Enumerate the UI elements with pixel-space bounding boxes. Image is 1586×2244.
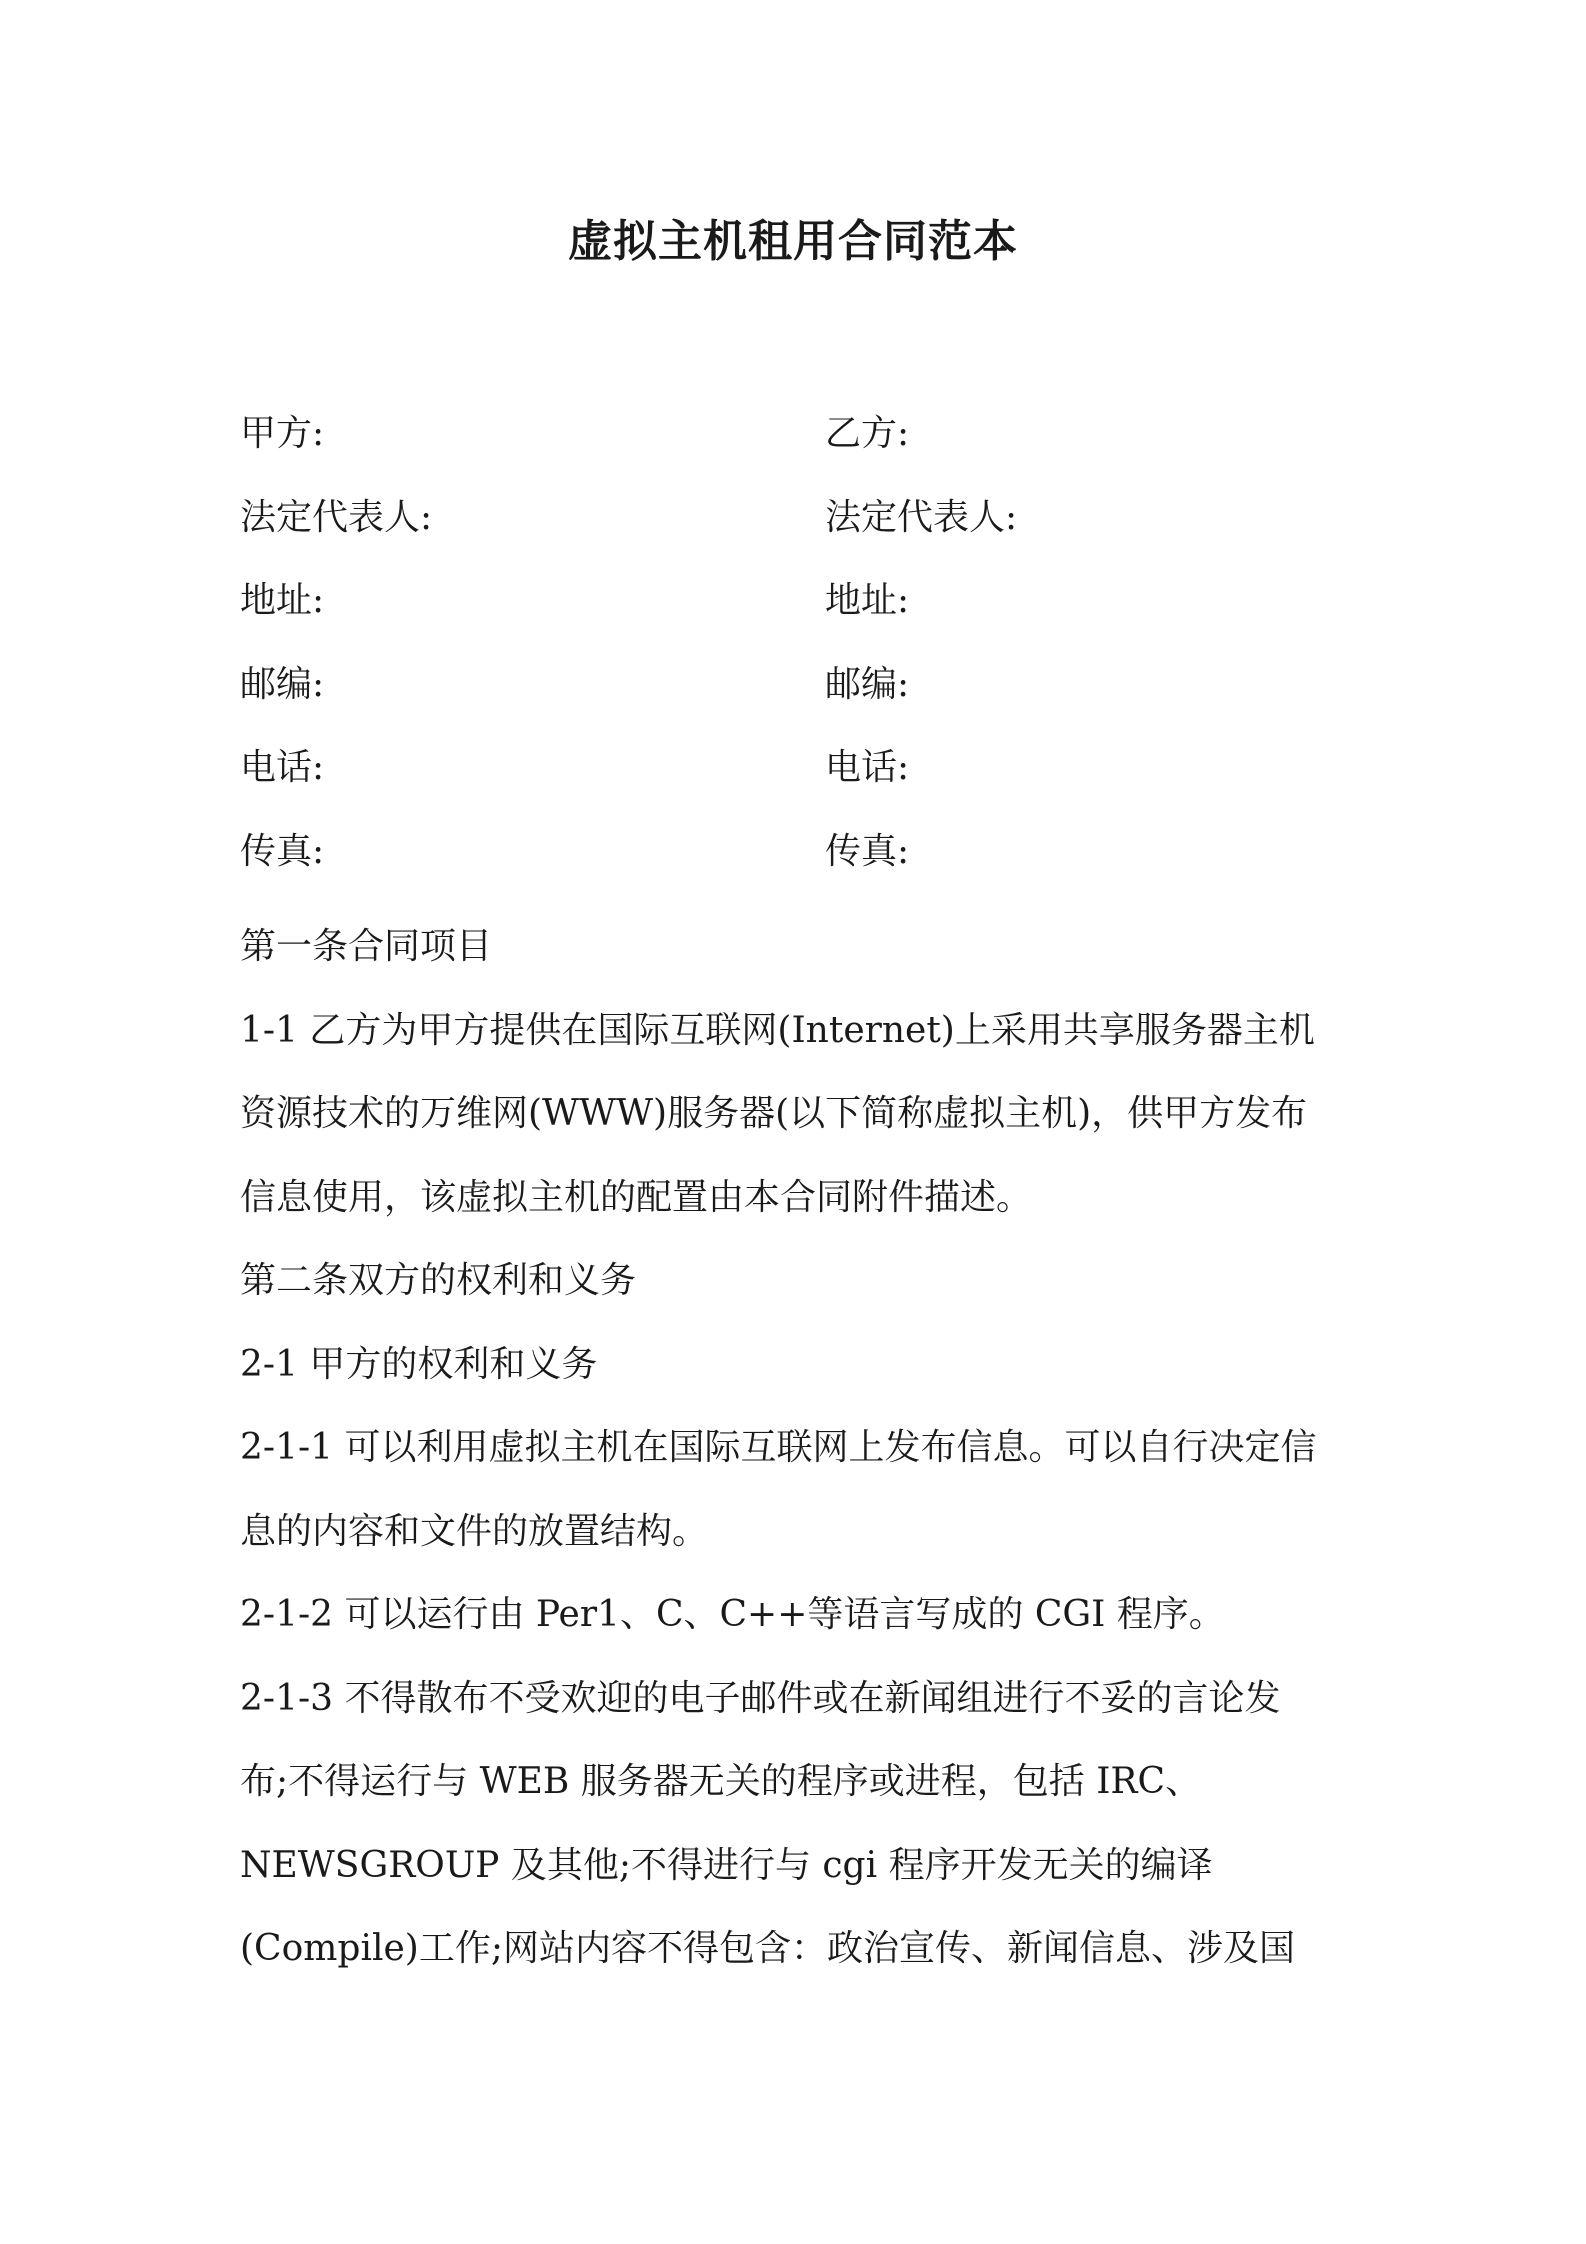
clause-2-1-3-line-2: 布;不得运行与 WEB 服务器无关的程序或进程，包括 IRC、 — [240, 1761, 1202, 1802]
party-a-label: 甲方: — [240, 413, 325, 454]
clause-2-1-3-line-3: NEWSGROUP 及其他;不得进行与 cgi 程序开发无关的编译 — [240, 1844, 1213, 1886]
party-row-fax — [240, 822, 1360, 906]
clause-2-1-3-line-4: (Compile)工作;网站内容不得包含：政治宣传、新闻信息、涉及国 — [240, 1928, 1295, 1969]
party-b-legal-rep-label: 法定代表人: — [825, 496, 1018, 538]
party-b-postcode-label: 邮编: — [825, 663, 910, 705]
article-2-heading: 第二条双方的权利和义务 — [240, 1260, 637, 1301]
party-a-fax-label: 传真: — [240, 830, 325, 872]
party-b-address-label: 地址: — [825, 580, 910, 621]
party-b-label: 乙方: — [825, 413, 910, 454]
party-a-postcode-label: 邮编: — [240, 663, 325, 705]
party-b-phone-label: 电话: — [825, 747, 910, 788]
article-1-heading: 第一条合同项目 — [240, 926, 493, 967]
clause-2-1-1-line-1: 2-1-1 可以利用虚拟主机在国际互联网上发布信息。可以自行决定信 — [240, 1427, 1317, 1468]
document-title: 虚拟主机租用合同范本 — [568, 216, 1018, 267]
party-row-legal-rep — [240, 488, 1360, 572]
party-info-grid — [240, 404, 1360, 905]
party-a-legal-rep-label: 法定代表人: — [240, 496, 433, 538]
contract-body — [240, 905, 1360, 1991]
party-row-address — [240, 571, 1360, 655]
clause-1-1-line-3: 信息使用，该虚拟主机的配置由本合同附件描述。 — [240, 1176, 1033, 1218]
clause-2-1-3-line-1: 2-1-3 不得散布不受欢迎的电子邮件或在新闻组进行不妥的言论发 — [240, 1677, 1281, 1719]
clause-1-1-line-1: 1-1 乙方为甲方提供在国际互联网(Internet)上采用共享服务器主机 — [240, 1009, 1315, 1051]
clause-2-1-heading: 2-1 甲方的权利和义务 — [240, 1343, 598, 1385]
clause-2-1-1-line-2: 息的内容和文件的放置结构。 — [240, 1510, 709, 1552]
party-b-fax-label: 传真: — [825, 830, 910, 872]
party-row-phone — [240, 738, 1360, 822]
clause-2-1-2: 2-1-2 可以运行由 Per1、C、C++等语言写成的 CGI 程序。 — [240, 1594, 1225, 1635]
party-row-postcode — [240, 655, 1360, 739]
party-row-party — [240, 404, 1360, 488]
party-a-address-label: 地址: — [240, 580, 325, 621]
clause-1-1-line-2: 资源技术的万维网(WWW)服务器(以下简称虚拟主机)，供甲方发布 — [240, 1093, 1308, 1134]
party-a-phone-label: 电话: — [240, 747, 325, 788]
